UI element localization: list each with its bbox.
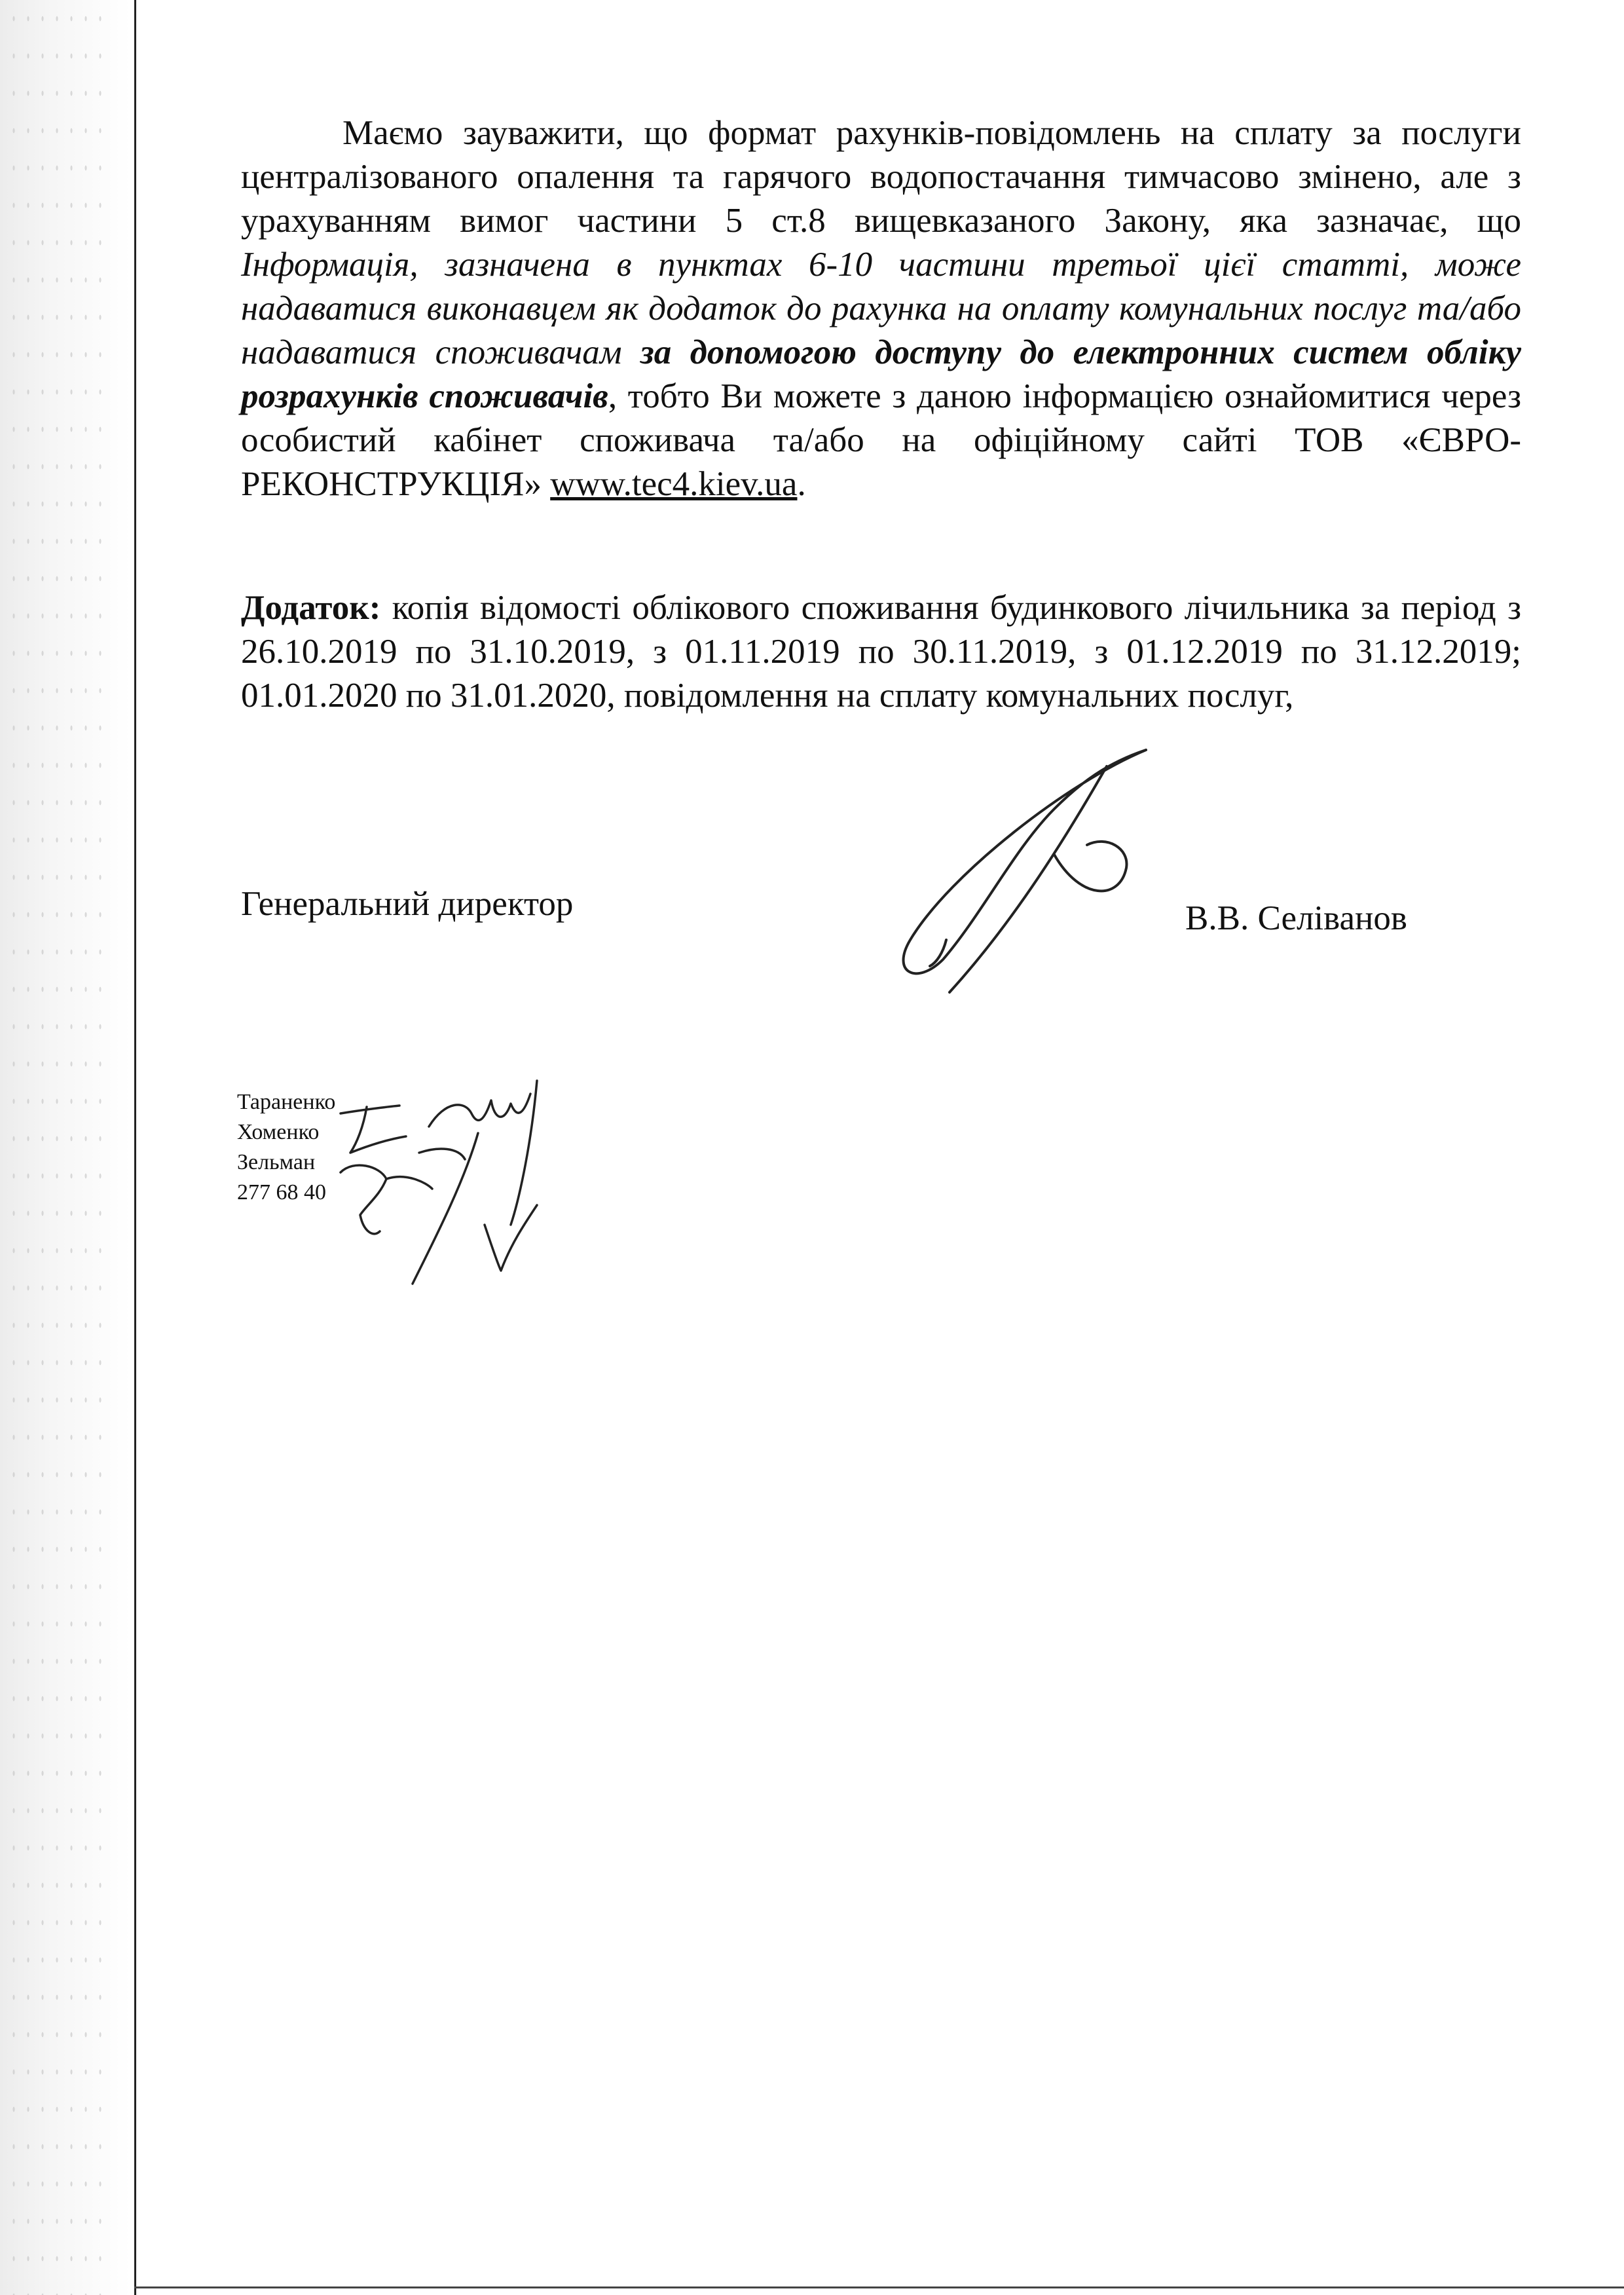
paragraph-tail-text: , тобто Ви можете з даною інформацією ознайомитися через особистий кабінет споживача та/або на офіційному сайті ТОВ «ЄВРО-РЕКОНСТРУКЦІЯ» <box>241 377 1522 503</box>
executor-name-3: Зельман <box>237 1150 316 1174</box>
paragraph-lead-text: Маємо зауважити, що формат рахунків-повідомлень на сплату за послуги централізованого опалення та гарячого водопостачання тимчасово змінено, але з урахуванням вимог частини 5 ст.8 вищевказаного Закону, яка зазначає, що <box>241 114 1521 240</box>
executor-initials-signatures <box>314 1074 629 1323</box>
attachment-label: Додаток: <box>241 589 381 627</box>
signatory-position: Генеральний директор <box>241 885 574 923</box>
executor-name-2: Хоменко <box>237 1120 320 1144</box>
scan-edge-noise <box>7 0 105 2295</box>
main-paragraph <box>241 111 1521 506</box>
bottom-rule <box>134 2286 1624 2288</box>
left-margin-rule <box>134 0 136 2295</box>
executor-name-1: Тараненко <box>237 1090 336 1114</box>
website-link[interactable]: www.tec4.kiev.ua <box>550 465 798 503</box>
paragraph-end: . <box>797 465 806 503</box>
law-quote-italic: Інформація, зазначена в пунктах 6-10 частини третьої цієї статті, може надаватися виконавцем як додаток до рахунка на оплату комунальних послуг та/або надаватися споживачам <box>241 246 1521 371</box>
law-quote-bold-italic: за допомогою доступу до електронних систем обліку розрахунків споживачів <box>241 333 1521 415</box>
signatory-name: В.В. Селіванов <box>1185 899 1407 937</box>
director-signature <box>871 704 1264 999</box>
attachment-text: копія відомості облікового споживання будинкового лічильника за період з 26.10.2019 по 31.10.2019, з 01.11.2019 по 30.11.2019, з 01.12.2019 по 31.12.2019; 01.01.2020 по 31.01.2020, повідомлення на сплату комунальних послуг, <box>241 589 1521 715</box>
attachment-paragraph <box>241 586 1521 718</box>
executor-phone: 277 68 40 <box>237 1180 326 1204</box>
